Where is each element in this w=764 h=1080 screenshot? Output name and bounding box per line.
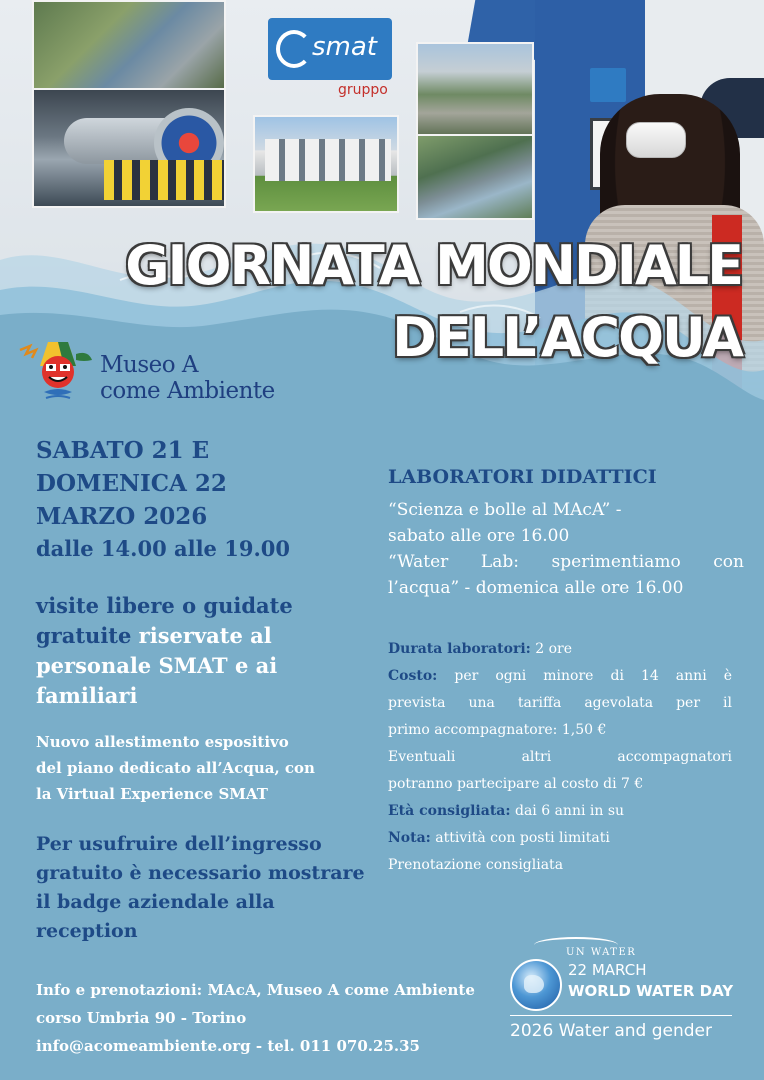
world-water-day-logo xyxy=(510,935,742,1050)
duration-row xyxy=(388,636,732,663)
smat-logo xyxy=(268,18,392,100)
cost-line: primo accompagnatore: 1,50 € xyxy=(388,722,607,738)
entry-line: reception xyxy=(36,920,138,942)
lab-line: l’acqua” - domenica alle ore 16.00 xyxy=(388,578,684,598)
event-hours: dalle 14.00 alle 19.00 xyxy=(36,536,290,561)
exhibit-line: del piano dedicato all’Acqua, con xyxy=(36,759,315,777)
contact-info xyxy=(36,976,475,1060)
building-photo xyxy=(253,115,399,213)
museum-name-line1: Museo A xyxy=(100,352,199,378)
entry-line: gratuito è necessario mostrare xyxy=(36,862,365,884)
entry-line: il badge aziendale alla xyxy=(36,891,275,913)
entry-note xyxy=(36,830,376,946)
note-row xyxy=(388,825,732,852)
date-line: SABATO 21 E xyxy=(36,437,210,464)
exhibit-line: Nuovo allestimento espositivo xyxy=(36,733,289,751)
main-title-line1: GIORNATA MONDIALE xyxy=(125,234,742,297)
globe-icon xyxy=(510,959,562,1011)
cost-label: Costo: xyxy=(388,668,438,684)
visits-highlight: visite libere o guidate gratuite xyxy=(36,593,293,648)
cost-line: Eventuali altri accompagnatori xyxy=(388,749,732,765)
age-row xyxy=(388,798,732,825)
museum-logo xyxy=(18,336,298,416)
tunnel-machine-photo xyxy=(32,88,226,208)
info-line[interactable]: info@acomeambiente.org - tel. 011 070.25.35 xyxy=(36,1037,420,1055)
note-value: attività con posti limitati xyxy=(430,830,610,846)
labs-title: LABORATORI DIDATTICI xyxy=(388,466,657,488)
date-line: DOMENICA 22 xyxy=(36,470,227,497)
aerial-photo xyxy=(32,0,226,96)
note-label: Nota: xyxy=(388,830,431,846)
divider xyxy=(510,1015,732,1016)
booking-note: Prenotazione consigliata xyxy=(388,857,564,873)
wwd-title: WORLD WATER DAY xyxy=(568,982,734,1000)
wwd-theme: 2026 Water and gender xyxy=(510,1021,712,1041)
river-aerial-photo xyxy=(416,134,534,220)
info-line: Info e prenotazioni: MAcA, Museo A come Ambiente xyxy=(36,981,475,999)
duration-value: 2 ore xyxy=(530,641,573,657)
wwd-date: 22 MARCH xyxy=(568,961,647,979)
smat-mini-logo xyxy=(590,68,626,102)
entry-line: Per usufruire dell’ingresso xyxy=(36,833,322,855)
date-line: MARZO 2026 xyxy=(36,503,208,530)
event-dates xyxy=(36,434,227,533)
museum-mascot-icon xyxy=(18,336,98,408)
smat-logo-sub: gruppo xyxy=(338,82,388,98)
museum-name-line2: come Ambiente xyxy=(100,378,275,404)
new-exhibit-text xyxy=(36,729,366,807)
labs-list xyxy=(388,497,744,601)
lab-line: sabato alle ore 16.00 xyxy=(388,526,570,546)
duration-label: Durata laboratori: xyxy=(388,641,531,657)
exhibit-line: la Virtual Experience SMAT xyxy=(36,785,268,803)
lab-line: “Scienza e bolle al MAcA” - xyxy=(388,500,622,520)
cost-line: prevista una tariffa agevolata per il xyxy=(388,695,732,711)
info-line: corso Umbria 90 - Torino xyxy=(36,1009,247,1027)
plant-photo xyxy=(416,42,534,138)
lab-details xyxy=(388,636,732,879)
main-title-line2: DELL’ACQUA xyxy=(392,306,742,369)
vr-headset xyxy=(626,122,686,158)
visits-rest: riservate al personale SMAT e ai familiari xyxy=(36,623,278,708)
smat-logo-word: smat xyxy=(312,32,377,62)
cost-row xyxy=(388,663,732,690)
lab-line: “Water Lab: sperimentiamo con xyxy=(388,552,744,572)
age-label: Età consigliata: xyxy=(388,803,511,819)
un-water-label: UN WATER xyxy=(566,947,637,958)
cost-line: potranno partecipare al costo di 7 € xyxy=(388,776,644,792)
visits-text xyxy=(36,591,366,711)
cost-line: per ogni minore di 14 anni è xyxy=(437,668,732,684)
age-value: dai 6 anni in su xyxy=(510,803,625,819)
